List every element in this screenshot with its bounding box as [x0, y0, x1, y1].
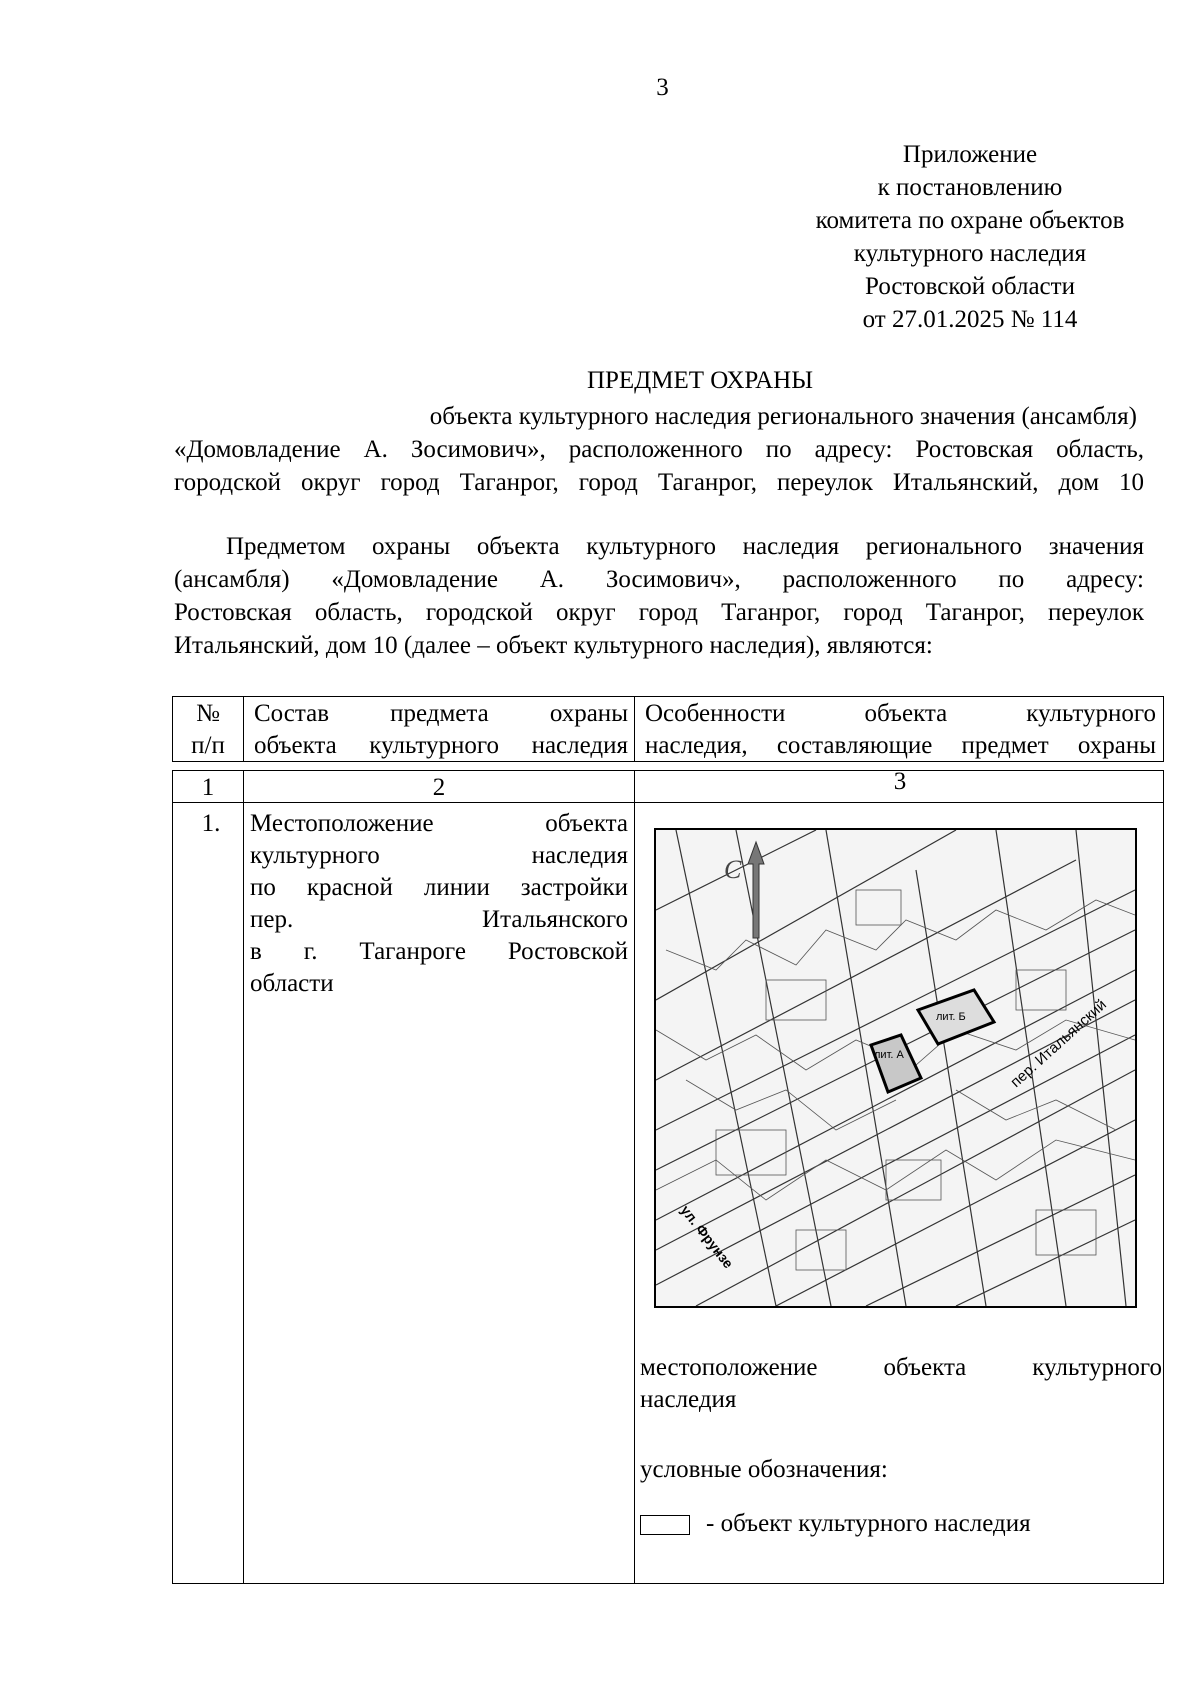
subtitle-line: городской округ город Таганрог, город Таганрог, переулок Итальянский, дом 10	[174, 469, 1144, 496]
header-number-column	[173, 698, 243, 762]
appendix-line: к постановлению	[877, 174, 1063, 201]
appendix-line: Приложение	[902, 141, 1038, 168]
legend-item: - объект культурного наследия	[706, 1510, 1031, 1537]
column-number-3: 3	[893, 768, 907, 795]
appendix-line: от 27.01.2025 № 114	[862, 306, 1078, 333]
page-number: 3	[656, 74, 669, 101]
header-text: Состав предмета охраны	[254, 700, 628, 727]
subtitle-line: «Домовладение А. Зосимович», расположенного по адресу: Ростовская область,	[174, 436, 1144, 463]
location-map	[654, 828, 1137, 1308]
lit-b-label: лит. Б	[936, 1011, 966, 1023]
header-text: №	[196, 700, 220, 727]
header-text: объекта культурного наследия	[254, 732, 628, 759]
intro-paragraph	[174, 530, 1144, 662]
appendix-line: комитета по охране объектов	[815, 207, 1125, 234]
appendix-line: Ростовской области	[865, 273, 1075, 300]
legend-title: условные обозначения:	[640, 1456, 888, 1483]
composition-line: пер. Итальянского	[250, 906, 628, 933]
header-text: п/п	[191, 732, 225, 759]
header-text: наследия, составляющие предмет охраны	[645, 732, 1156, 759]
lit-a-label: лит. А	[874, 1049, 904, 1061]
composition-line: Местоположение объекта	[250, 810, 628, 837]
intro-line: Итальянский, дом 10 (далее – объект культурного наследия), являются:	[174, 632, 933, 659]
composition-line: культурного наследия	[250, 842, 628, 869]
column-number-2: 2	[432, 774, 446, 801]
cadastral-map-drawing	[656, 830, 1135, 1306]
legend-symbol	[640, 1515, 690, 1535]
column-number-1: 1	[201, 774, 215, 801]
north-label: С	[724, 855, 742, 884]
intro-line: (ансамбля) «Домовладение А. Зосимович», расположенного по адресу:	[174, 566, 1144, 593]
subtitle-line: объекта культурного наследия регионального значения (ансамбля)	[429, 403, 1137, 430]
caption-line: наследия	[640, 1386, 737, 1413]
appendix-line: культурного наследия	[853, 240, 1087, 267]
composition-line: в г. Таганроге Ростовской	[250, 938, 628, 965]
header-features-column	[645, 698, 1156, 762]
caption-line: местоположение объекта культурного	[640, 1354, 1162, 1381]
row-number: 1.	[201, 810, 221, 837]
document-title: ПРЕДМЕТ ОХРАНЫ	[586, 367, 814, 394]
composition-line: по красной линии застройки	[250, 874, 628, 901]
header-text: Особенности объекта культурного	[645, 700, 1156, 727]
composition-text	[250, 808, 628, 1000]
map-caption	[640, 1352, 1162, 1416]
composition-line: области	[250, 970, 334, 997]
appendix-block	[790, 138, 1150, 336]
document-subtitle	[174, 400, 1144, 499]
header-composition-column	[254, 698, 628, 762]
intro-line: Предметом охраны объекта культурного наследия регионального значения	[226, 533, 1144, 560]
intro-line: Ростовская область, городской округ город Таганрог, город Таганрог, переулок	[174, 599, 1144, 626]
street-label-italyansky: пер. Итальянский	[1007, 996, 1110, 1091]
street-label-frunze: ул. Фрунзе	[677, 1201, 737, 1272]
